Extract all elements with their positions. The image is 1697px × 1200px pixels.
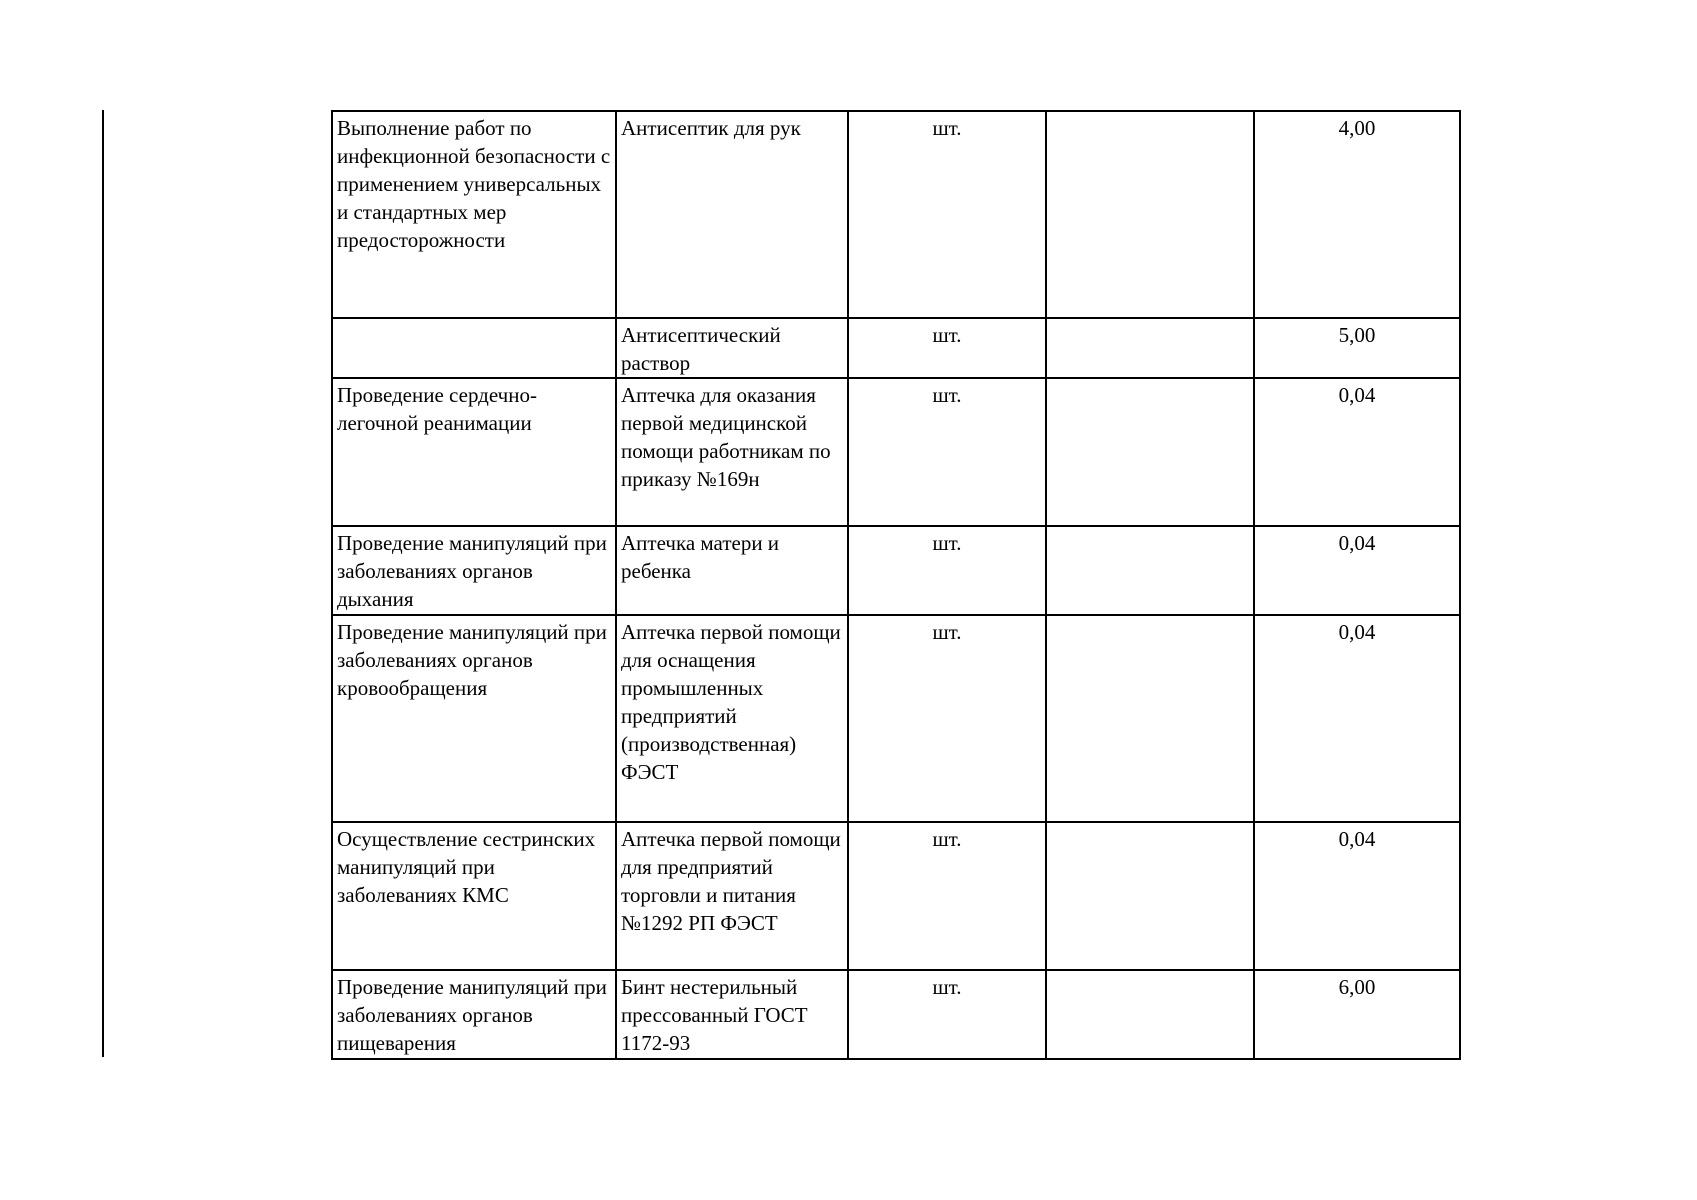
empty-cell xyxy=(1046,526,1254,615)
item-cell: Бинт нестерильный прессованный ГОСТ 1172-93 xyxy=(616,970,848,1059)
table-row xyxy=(332,111,1460,318)
table-row xyxy=(332,615,1460,822)
quantity-cell: 5,00 xyxy=(1254,318,1460,378)
work-cell: Проведение манипуляций при заболеваниях органов пищеварения xyxy=(332,970,616,1059)
page-margin-line xyxy=(102,110,104,1057)
empty-cell xyxy=(1046,378,1254,526)
unit-cell: шт. xyxy=(848,615,1046,822)
quantity-cell: 4,00 xyxy=(1254,111,1460,318)
item-cell: Аптечка первой помощи для оснащения промышленных предприятий (производственная) ФЭСТ xyxy=(616,615,848,822)
work-cell: Проведение манипуляций при заболеваниях органов кровообращения xyxy=(332,615,616,822)
table-row xyxy=(332,318,1460,378)
supplies-table xyxy=(331,110,1461,1060)
item-cell: Аптечка матери и ребенка xyxy=(616,526,848,615)
table-row xyxy=(332,970,1460,1059)
work-cell xyxy=(332,318,616,378)
item-cell: Аптечка для оказания первой медицинской помощи работникам по приказу №169н xyxy=(616,378,848,526)
quantity-cell: 6,00 xyxy=(1254,970,1460,1059)
quantity-cell: 0,04 xyxy=(1254,822,1460,970)
quantity-cell: 0,04 xyxy=(1254,378,1460,526)
table-row xyxy=(332,526,1460,615)
work-cell: Выполнение работ по инфекционной безопасности с применением универсальных и стандартных мер предосторожности xyxy=(332,111,616,318)
item-cell: Антисептический раствор xyxy=(616,318,848,378)
empty-cell xyxy=(1046,615,1254,822)
work-cell: Осуществление сестринских манипуляций при заболеваниях КМС xyxy=(332,822,616,970)
unit-cell: шт. xyxy=(848,526,1046,615)
empty-cell xyxy=(1046,318,1254,378)
empty-cell xyxy=(1046,822,1254,970)
item-cell: Аптечка первой помощи для предприятий торговли и питания №1292 РП ФЭСТ xyxy=(616,822,848,970)
work-cell: Проведение манипуляций при заболеваниях органов дыхания xyxy=(332,526,616,615)
quantity-cell: 0,04 xyxy=(1254,615,1460,822)
unit-cell: шт. xyxy=(848,111,1046,318)
empty-cell xyxy=(1046,970,1254,1059)
table-row xyxy=(332,822,1460,970)
item-cell: Антисептик для рук xyxy=(616,111,848,318)
unit-cell: шт. xyxy=(848,318,1046,378)
unit-cell: шт. xyxy=(848,970,1046,1059)
unit-cell: шт. xyxy=(848,378,1046,526)
quantity-cell: 0,04 xyxy=(1254,526,1460,615)
empty-cell xyxy=(1046,111,1254,318)
unit-cell: шт. xyxy=(848,822,1046,970)
table-row xyxy=(332,378,1460,526)
work-cell: Проведение сердечно-легочной реанимации xyxy=(332,378,616,526)
